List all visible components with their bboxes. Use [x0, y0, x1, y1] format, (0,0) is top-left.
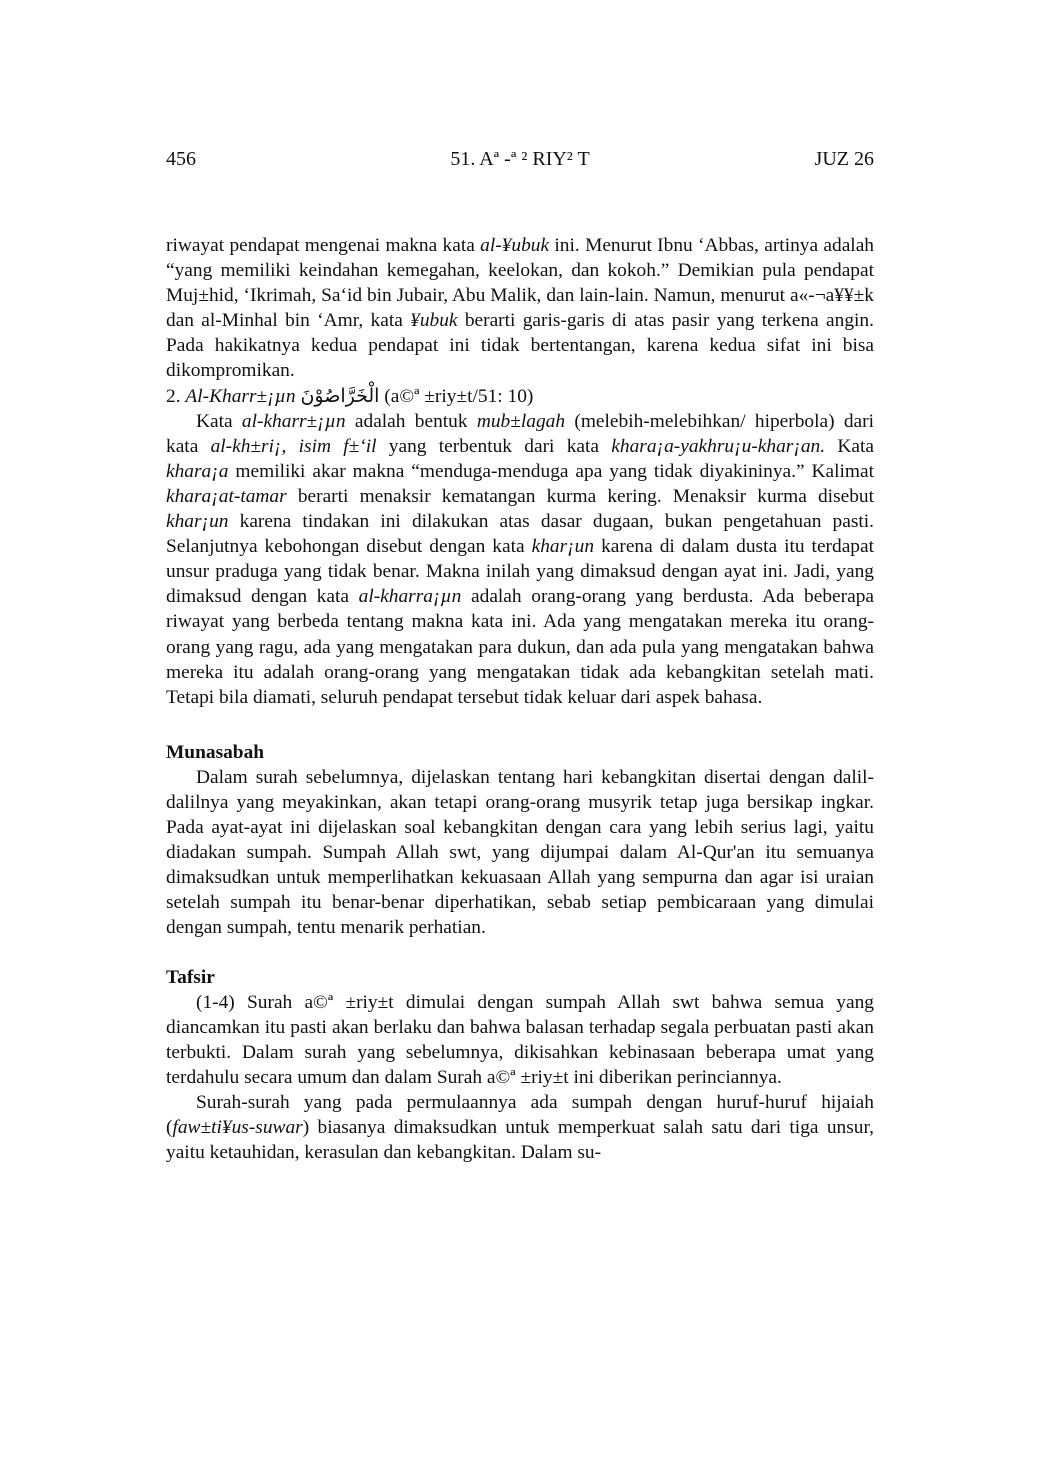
- page-body: [166, 233, 874, 1165]
- item-number: 2.: [166, 385, 181, 407]
- running-header: [166, 148, 874, 172]
- munasabah-heading: Munasabah: [166, 741, 265, 763]
- verse-reference: (a©ª ±riy±t/51: 10): [384, 385, 534, 407]
- tafsir-paragraph-2: Surah-surah yang pada permulaannya ada sumpah dengan huruf-huruf hijaiah (faw±ti¥us-suwar) biasanya dimaksudkan untuk memperkuat salah satu dari tiga unsur, yaitu ketauhidan, kerasulan dan kebangkitan. Dalam su-: [166, 1092, 874, 1164]
- paragraph-hubuk: riwayat pendapat mengenai makna kata al-¥ubuk ini. Menurut Ibnu ‘Abbas, artinya adalah “yang memiliki keindahan kemegahan, keelokan, dan kokoh.” Demikian pula pendapat Muj±hid, ‘Ikrimah, Sa‘id bin Jubair, Abu Malik, dan lain-lain. Namun, menurut a«-¬a¥¥±k dan al-Minhal bin ‘Amr, kata ¥ubuk berarti garis-garis di atas pasir yang terkena angin. Pada hakikatnya kedua pendapat ini tidak bertentangan, karena kedua sifat ini bisa dikompromikan.: [166, 235, 875, 382]
- tafsir-heading: Tafsir: [166, 966, 215, 988]
- vocab-item-2: [166, 384, 874, 409]
- item-term: Al-Kharr±¡µn: [185, 385, 296, 407]
- tafsir-paragraph-1: (1-4) Surah a©ª ±riy±t dimulai dengan sumpah Allah swt bahwa semua yang diancamkan itu pasti akan berlaku dan bahwa balasan terhadap segala perbuatan pasti akan terbukti. Dalam surah yang sebelumnya, dikisahkan kebinasaan beberapa umat yang terdahulu secara umum dan dalam Surah a©ª ±riy±t ini diberikan perinciannya.: [166, 991, 874, 1088]
- arabic-term: الْخَرَّاصُوْنَ: [300, 384, 380, 407]
- munasabah-text: Dalam surah sebelumnya, dijelaskan tentang hari kebangkitan disertai dengan dalil-dalilnya yang meyakinkan, akan tetapi orang-orang musyrik tetap juga bersikap ingkar. Pada ayat-ayat ini dijelaskan soal kebangkitan dengan cara yang lebih serius lagi, yaitu diadakan sumpah. Sumpah Allah swt, yang dijumpai dalam Al-Qur'an itu semuanya dimaksudkan untuk memperlihatkan kekuasaan Allah yang sempurna dan agar isi uraian setelah sumpah itu benar-benar diperhatikan, sebab setiap pembicaraan yang dimulai dengan sumpah, tentu menarik perhatian.: [166, 766, 874, 939]
- juz-label: JUZ 26: [814, 148, 874, 170]
- surah-title: 51. Aª -ª ² RIY² T: [450, 148, 590, 170]
- page-number: 456: [166, 148, 196, 170]
- paragraph-kharrasun: Kata al-kharr±¡µn adalah bentuk mub±lagah (melebih-melebihkan/ hiperbola) dari kata al-kh±ri¡, isim f±‘il yang terbentuk dari kata khara¡a-yakhru¡u-khar¡an. Kata khara¡a memiliki akar makna “menduga-menduga apa yang tidak diyakininya.” Kalimat khara¡at-tamar berarti menaksir kematangan kurma kering. Menaksir kurma disebut khar¡un karena tindakan ini dilakukan atas dasar dugaan, bukan pengetahuan pasti. Selanjutnya kebohongan disebut dengan kata khar¡un karena di dalam dusta itu terdapat unsur praduga yang tidak benar. Makna inilah yang dimaksud dengan ayat ini. Jadi, yang dimaksud dengan kata al-kharra¡µn adalah orang-orang yang berdusta. Ada beberapa riwayat yang berbeda tentang makna kata ini. Ada yang mengatakan mereka itu orang-orang yang ragu, ada yang mengatakan para dukun, dan ada pula yang mengatakan bahwa mereka itu adalah orang-orang yang mengatakan tidak ada kebangkitan setelah mati. Tetapi bila diamati, seluruh pendapat tersebut tidak keluar dari aspek bahasa.: [166, 410, 875, 708]
